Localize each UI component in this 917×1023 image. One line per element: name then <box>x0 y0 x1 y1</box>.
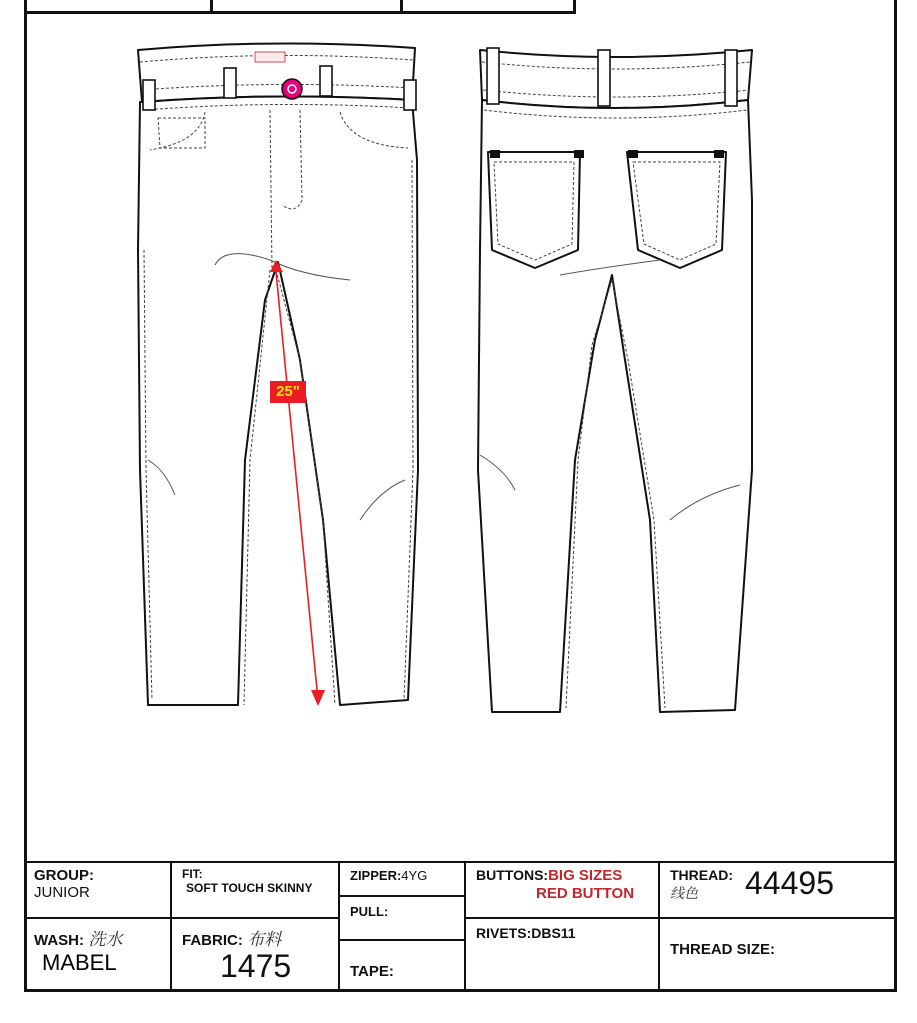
wash-chinese: 洗水 <box>88 930 123 950</box>
group-label: GROUP: <box>34 867 94 884</box>
back-waistband <box>480 50 752 108</box>
thread-chinese: 线色 <box>670 886 698 902</box>
rivets-value: DBS11 <box>531 925 576 941</box>
buttons-label: BUTTONS: <box>476 867 549 883</box>
fabric-cell <box>172 919 340 989</box>
fit-cell <box>172 861 340 919</box>
fabric-label: FABRIC: <box>182 932 243 949</box>
thread-size-cell <box>660 919 894 989</box>
fit-value: SOFT TOUCH SKINNY <box>186 881 313 895</box>
buttons-line2: RED BUTTON <box>536 885 635 902</box>
pull-label: PULL: <box>350 904 389 919</box>
wash-label: WASH: <box>34 932 84 949</box>
thread-cell <box>660 861 894 919</box>
tape-label: TAPE: <box>350 963 394 980</box>
thread-value: 44495 <box>745 865 834 901</box>
fit-label: FIT: <box>182 867 203 881</box>
fabric-chinese: 布料 <box>247 930 282 950</box>
thread-size-label: THREAD SIZE: <box>670 941 775 958</box>
front-button-icon <box>282 79 302 99</box>
zipper-cell <box>340 861 466 897</box>
wash-value: MABEL <box>42 950 117 975</box>
back-pocket-left <box>488 152 580 268</box>
rivets-label: RIVETS: <box>476 925 532 941</box>
back-pocket-right <box>627 152 726 268</box>
thread-label: THREAD: <box>670 867 733 883</box>
group-cell <box>24 861 172 919</box>
rivets-cell <box>466 919 660 989</box>
buttons-cell <box>466 861 660 919</box>
tape-cell <box>340 941 466 989</box>
back-view-jeans <box>478 50 752 712</box>
wash-cell <box>24 919 172 989</box>
fabric-value: 1475 <box>220 948 292 984</box>
zipper-label: ZIPPER: <box>350 868 402 883</box>
zipper-value: 4YG <box>401 868 428 883</box>
spec-table <box>24 861 897 992</box>
inseam-measurement-label: 25" <box>270 381 306 403</box>
buttons-line1: BIG SIZES <box>548 867 623 884</box>
group-value: JUNIOR <box>34 884 90 901</box>
front-view-jeans <box>138 43 418 705</box>
brand-label-icon <box>255 52 285 62</box>
pull-cell <box>340 897 466 941</box>
